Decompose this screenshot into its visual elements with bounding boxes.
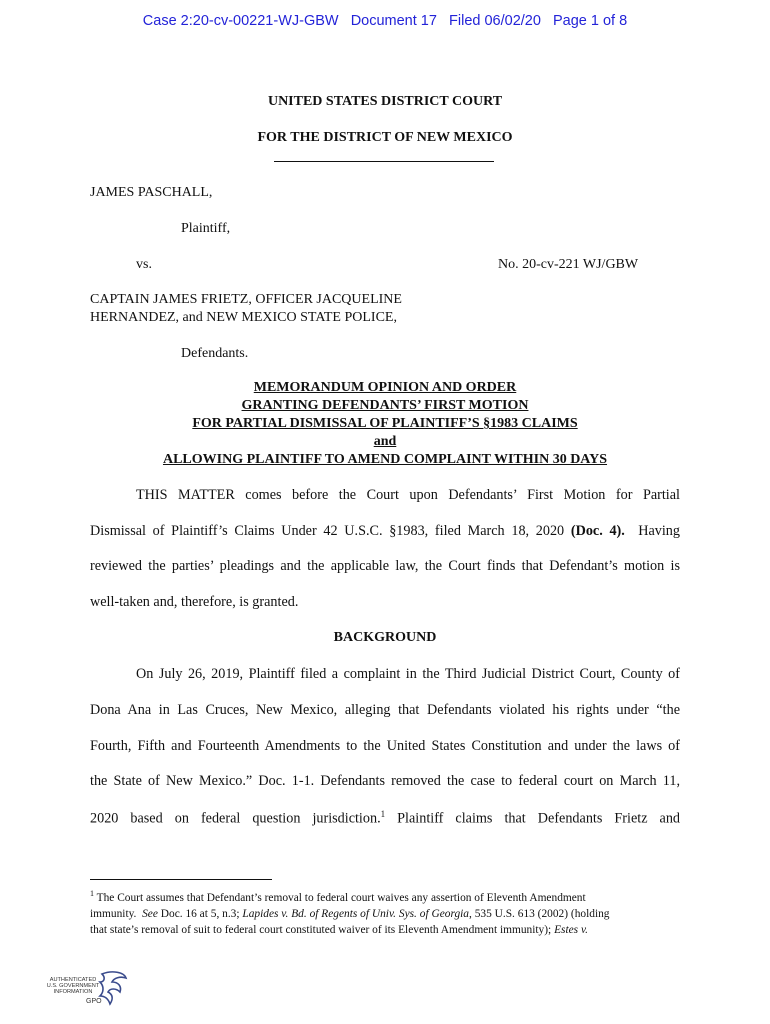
title-line: and [373,434,397,449]
court-district: FOR THE DISTRICT OF NEW MEXICO [257,130,513,145]
logo-text [44,977,102,996]
gpo-authentication-logo [44,970,130,1010]
footnote-rule [90,879,272,880]
case-number: No. 20-cv-221 WJ/GBW [498,257,639,272]
logo-line: U.S. GOVERNMENT [46,983,100,990]
footnote-reference[interactable]: 1 [380,809,386,819]
paragraph-2-line-3: Fourth, Fifth and Fourteenth Amendments to the United States Constitution and under the laws of [90,738,680,754]
doc-citation: (Doc. 4). [570,523,625,539]
document-title [0,379,770,469]
plaintiff-name: JAMES PASCHALL, [90,185,213,200]
paragraph-1-line-2 [90,523,680,540]
section-heading-background: BACKGROUND [333,630,437,645]
ecf-header-stamp: Case 2:20-cv-00221-WJ-GBW Document 17 Filed 06/02/20 Page 1 of 8 [142,13,628,29]
paragraph-1-line-3: reviewed the parties’ pleadings and the applicable law, the Court finds that Defendant’s motion is [90,558,680,574]
defendants-line-1: CAPTAIN JAMES FRIETZ, OFFICER JACQUELINE [90,292,402,307]
text-run: Dismissal of Plaintiff’s Claims Under 42 U.S.C. §1983, filed March 18, 2020 [90,523,571,539]
text-run: Doc. 16 at 5, n.3; [157,907,243,920]
text-run: The Court assumes that Defendant’s removal to federal court waives any assertion of Eleventh Amendment [94,891,586,904]
text-run: that state’s removal of suit to federal court constituted waiver of its Eleventh Amendment immunity); [90,923,555,936]
paragraph-2-line-2: Dona Ana in Las Cruces, New Mexico, alleging that Defendants violated his rights under “the [90,702,680,718]
logo-line: AUTHENTICATED [49,977,97,983]
footnote-line [90,922,680,938]
paragraph-1-line-4: well-taken and, therefore, is granted. [90,594,299,610]
title-line: MEMORANDUM OPINION AND ORDER [253,380,517,395]
paragraph-2-line-4: the State of New Mexico.” Doc. 1-1. Defendants removed the case to federal court on March 11, [90,773,680,789]
plaintiff-role: Plaintiff, [181,221,231,236]
case-name: Lapides v. Bd. of Regents of Univ. Sys. of Georgia [242,907,470,920]
title-line: FOR PARTIAL DISMISSAL OF PLAINTIFF’S §1983 CLAIMS [192,416,578,431]
paragraph-1-line-1: THIS MATTER comes before the Court upon Defendants’ First Motion for Partial [136,487,680,503]
footnote-line [90,906,680,922]
footnote-1 [90,886,680,938]
title-line: GRANTING DEFENDANTS’ FIRST MOTION [241,398,529,413]
case-name: Estes v. [554,923,589,936]
caption-rule [274,161,494,162]
text-run: Having [624,523,680,539]
text-run: , 535 U.S. 613 (2002) (holding [469,907,610,920]
paragraph-2-line-5 [90,809,680,828]
versus-label: vs. [136,257,152,272]
footnote-line [90,886,680,906]
footnote-marker: 1 [90,889,94,898]
gpo-label: GPO [86,998,102,1005]
signal-see: See [142,907,158,920]
text-run: immunity. [90,907,143,920]
text-run: Plaintiff claims that Defendants Frietz and [385,810,681,827]
defendants-line-2: HERNANDEZ, and NEW MEXICO STATE POLICE, [90,310,397,325]
text-run: 2020 based on federal question jurisdiction. [90,810,381,827]
court-name: UNITED STATES DISTRICT COURT [267,94,503,109]
title-line: ALLOWING PLAINTIFF TO AMEND COMPLAINT WITHIN 30 DAYS [162,452,608,467]
logo-line: INFORMATION [53,989,93,996]
paragraph-2-line-1: On July 26, 2019, Plaintiff filed a complaint in the Third Judicial District Court, County of [136,666,680,682]
defendants-role: Defendants. [181,346,249,361]
